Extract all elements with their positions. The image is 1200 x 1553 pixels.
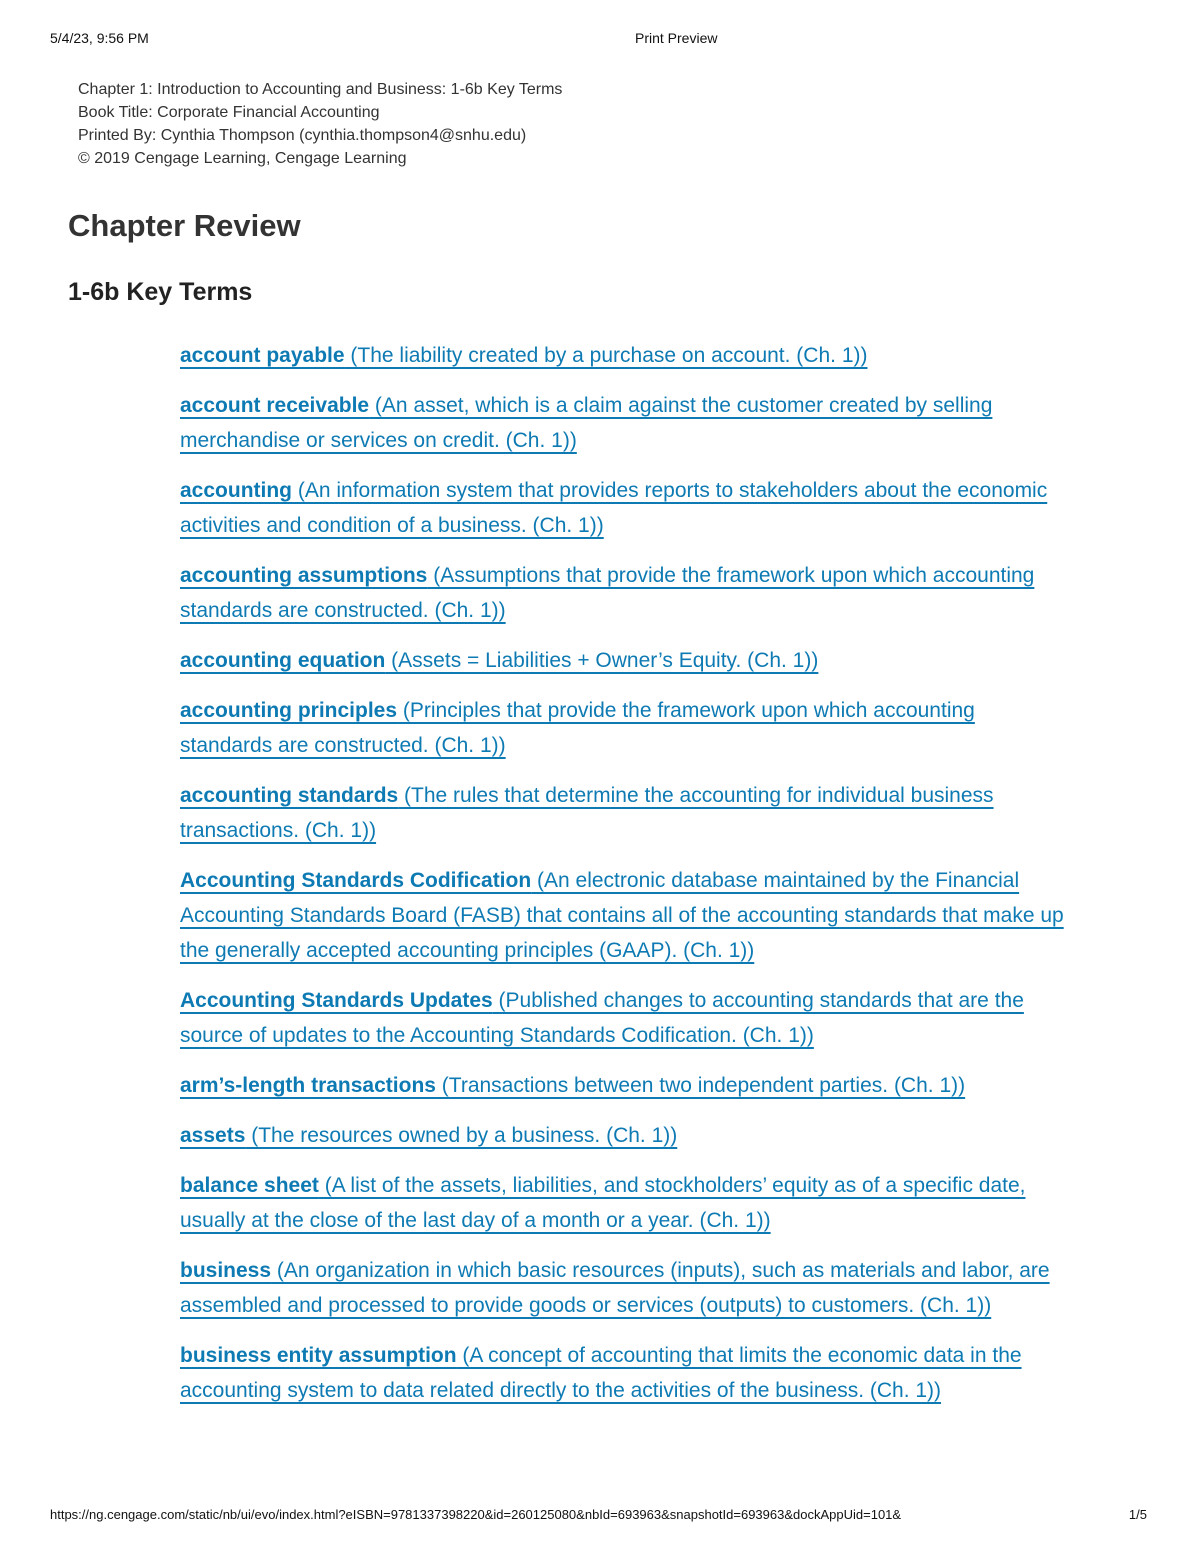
key-term-definition: (The liability created by a purchase on account. (Ch. 1)) [344,344,868,367]
key-term-word: assets [180,1124,246,1147]
document-meta [78,78,562,170]
key-term-word: accounting standards [180,784,399,807]
page-title: Chapter Review [68,208,301,243]
page-number: 1/5 [1128,1507,1147,1522]
print-footer [50,1507,1150,1527]
key-term-item [180,983,1065,1053]
chapter-line: Chapter 1: Introduction to Accounting and Business: 1-6b Key Terms [78,81,563,98]
key-term-link[interactable] [180,564,1034,622]
key-term-definition: (Assets = Liabilities + Owner’s Equity. (Ch. 1)) [385,649,819,672]
key-term-link[interactable] [180,1174,1025,1232]
key-term-definition: (A list of the assets, liabilities, and stockholders’ equity as of a specific date, usually at the close of the last day of a month or a year. (Ch. 1)) [180,1174,1026,1232]
key-term-word: Accounting Standards Codification [180,869,532,892]
key-term-word: accounting assumptions [180,564,428,587]
key-term-link[interactable] [180,784,994,842]
key-term-word: account payable [180,344,345,367]
key-term-definition: (Transactions between two independent parties. (Ch. 1)) [435,1074,966,1097]
key-term-link[interactable] [180,394,992,452]
key-term-definition: (An information system that provides reports to stakeholders about the economic activities and condition of a business. (Ch. 1)) [180,479,1048,537]
key-term-link[interactable] [180,1074,965,1097]
key-term-link[interactable] [180,649,818,672]
key-term-word: account receivable [180,394,370,417]
key-term-item [180,338,1065,373]
key-term-word: business [180,1259,272,1282]
key-term-word: arm’s-length transactions [180,1074,436,1097]
print-header [50,30,1150,50]
key-term-link[interactable] [180,344,867,367]
printed-by-line: Printed By: Cynthia Thompson (cynthia.thompson4@snhu.edu) [78,127,527,144]
key-term-item [180,388,1065,458]
key-term-item [180,693,1065,763]
key-term-item [180,1168,1065,1238]
key-term-word: accounting principles [180,699,398,722]
key-term-word: balance sheet [180,1174,319,1197]
key-term-definition: (Assumptions that provide the framework upon which accounting standards are constructed. (Ch. 1)) [180,564,1035,622]
key-term-link[interactable] [180,699,975,757]
key-term-word: Accounting Standards Updates [180,989,493,1012]
key-term-definition: (Published changes to accounting standards that are the source of updates to the Accounting Standards Codification. (Ch. 1)) [180,989,1024,1047]
key-term-definition: (An asset, which is a claim against the customer created by selling merchandise or services on credit. (Ch. 1)) [180,394,993,452]
key-term-definition: (The resources owned by a business. (Ch. 1)) [245,1124,678,1147]
key-term-link[interactable] [180,479,1047,537]
key-term-item [180,643,1065,678]
key-term-word: business entity assumption [180,1344,457,1367]
key-term-item [180,1068,1065,1103]
page-url: https://ng.cengage.com/static/nb/ui/evo/index.html?eISBN=9781337398220&id=260125080&nbId=693963&snapshotId=693963&dockAppUid=101& [50,1507,902,1522]
key-term-item [180,1338,1065,1408]
section-heading: 1-6b Key Terms [68,278,253,306]
key-term-word: accounting [180,479,293,502]
print-datetime: 5/4/23, 9:56 PM [50,30,149,46]
key-term-item [180,863,1065,968]
key-term-definition: (Principles that provide the framework upon which accounting standards are constructed. (Ch. 1)) [180,699,975,757]
key-term-item [180,1118,1065,1153]
key-term-link[interactable] [180,1344,1022,1402]
key-term-item [180,558,1065,628]
key-term-definition: (A concept of accounting that limits the economic data in the accounting system to data related directly to the activities of the business. (Ch. 1)) [180,1344,1022,1402]
copyright-line: © 2019 Cengage Learning, Cengage Learning [78,150,407,167]
key-term-word: accounting equation [180,649,386,672]
key-term-definition: (An organization in which basic resources (inputs), such as materials and labor, are assembled and processed to provide goods or services (outputs) to customers. (Ch. 1)) [180,1259,1050,1317]
key-terms-list [180,338,1065,1423]
key-term-link[interactable] [180,869,1064,962]
key-term-item [180,1253,1065,1323]
key-term-link[interactable] [180,1259,1050,1317]
key-term-definition: (An electronic database maintained by the Financial Accounting Standards Board (FASB) that contains all of the accounting standards that make up the generally accepted accounting principles (GAAP). (Ch. 1)) [180,869,1064,962]
key-term-item [180,473,1065,543]
key-term-definition: (The rules that determine the accounting for individual business transactions. (Ch. 1)) [180,784,994,842]
print-preview-title: Print Preview [635,30,718,46]
book-title-line: Book Title: Corporate Financial Accounting [78,104,380,121]
key-term-link[interactable] [180,1124,677,1147]
key-term-link[interactable] [180,989,1024,1047]
key-term-item [180,778,1065,848]
